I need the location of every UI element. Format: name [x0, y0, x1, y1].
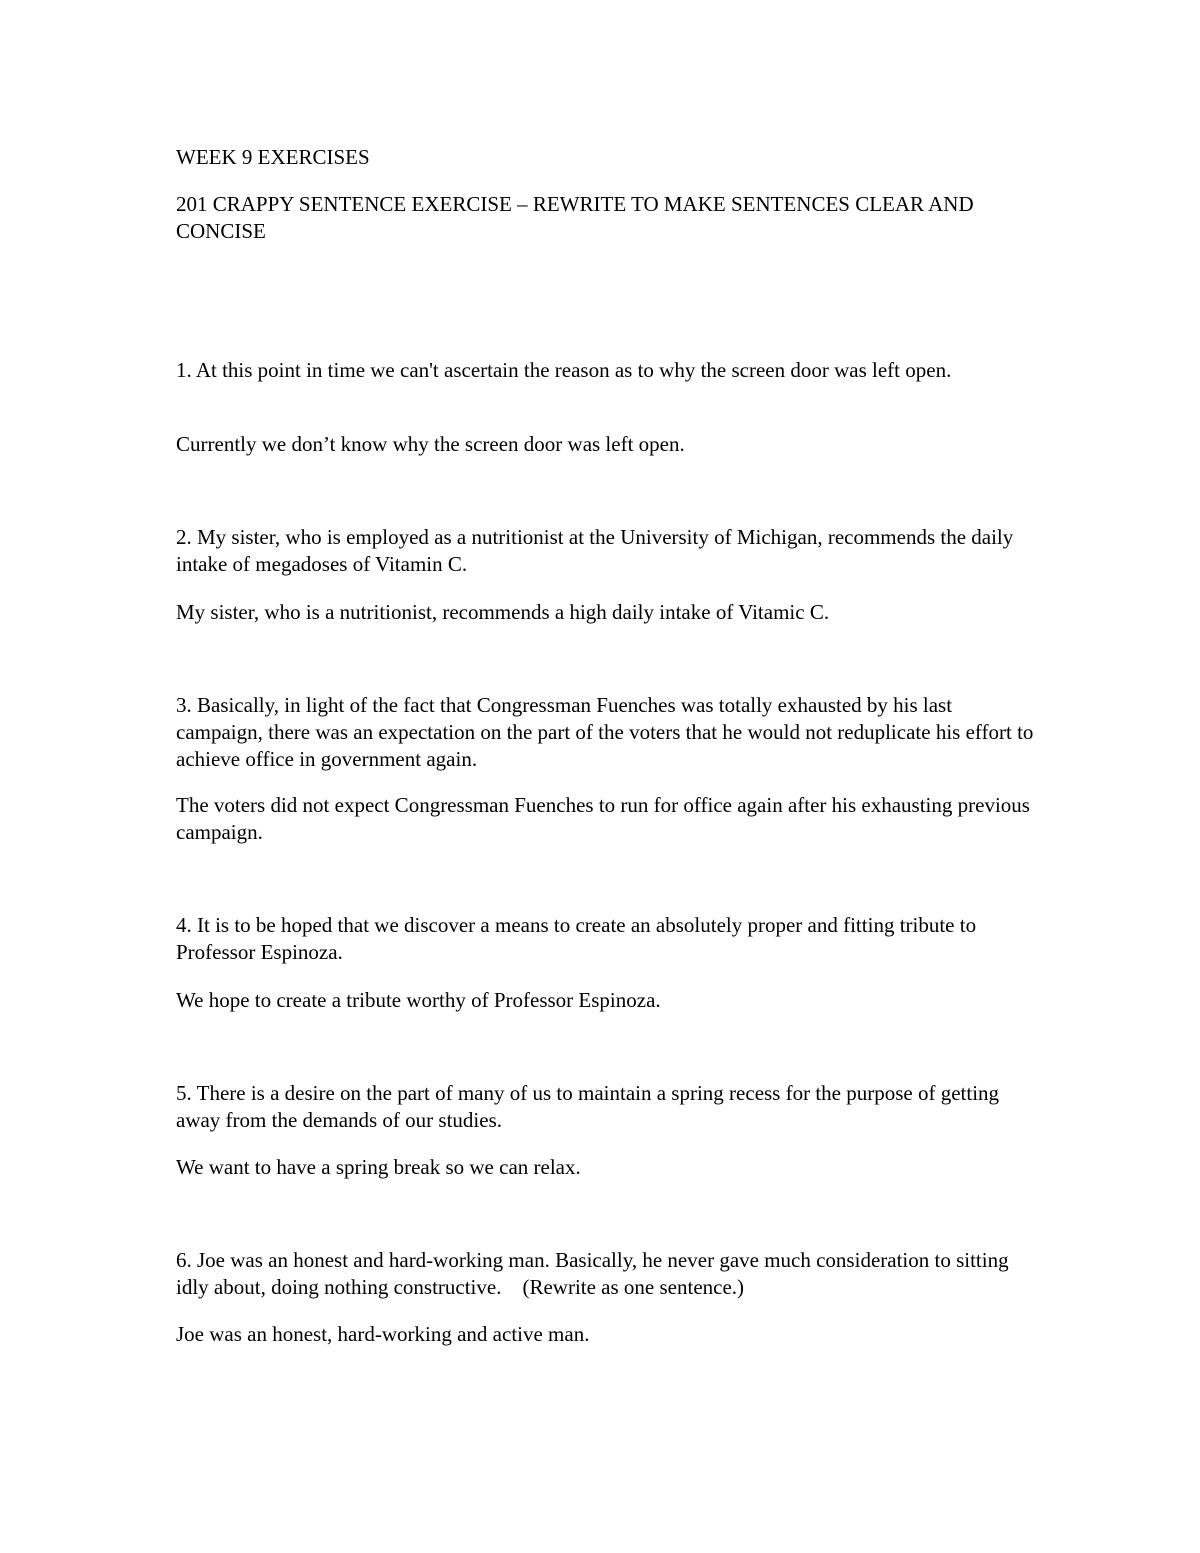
exercise-5-rewrite: We want to have a spring break so we can relax. — [176, 1155, 581, 1179]
exercise-2-rewrite: My sister, who is a nutritionist, recommends a high daily intake of Vitamic C. — [176, 600, 830, 624]
exercise-4-original: 4. It is to be hoped that we discover a means to create an absolutely proper and fitting tribute to Professor Espinoza. — [176, 913, 977, 964]
page-subheading: 201 CRAPPY SENTENCE EXERCISE – REWRITE TO MAKE SENTENCES CLEAR AND CONCISE — [176, 192, 974, 243]
page-heading: WEEK 9 EXERCISES — [176, 145, 370, 169]
exercise-2-original: 2. My sister, who is employed as a nutritionist at the University of Michigan, recommends the daily intake of megadoses of Vitamin C. — [176, 525, 1014, 576]
exercise-4-rewrite: We hope to create a tribute worthy of Professor Espinoza. — [176, 988, 661, 1012]
exercise-3-original: 3. Basically, in light of the fact that Congressman Fuenches was totally exhausted by his last campaign, there was an expectation on the part of the voters that he would not reduplicate his effort to achieve office in government again. — [176, 693, 1034, 771]
exercise-1-original: 1. At this point in time we can't ascertain the reason as to why the screen door was left open. — [176, 358, 952, 382]
exercise-3-rewrite: The voters did not expect Congressman Fuenches to run for office again after his exhausting previous campaign. — [176, 793, 1030, 844]
exercise-6-original: 6. Joe was an honest and hard-working man. Basically, he never gave much consideration to sitting idly about, doing nothing constructive. (Rewrite as one sentence.) — [176, 1248, 1014, 1299]
exercise-5-original: 5. There is a desire on the part of many of us to maintain a spring recess for the purpose of getting away from the demands of our studies. — [176, 1081, 1000, 1132]
exercise-6-rewrite: Joe was an honest, hard-working and active man. — [176, 1322, 590, 1346]
exercise-1-rewrite: Currently we don’t know why the screen door was left open. — [176, 432, 685, 456]
